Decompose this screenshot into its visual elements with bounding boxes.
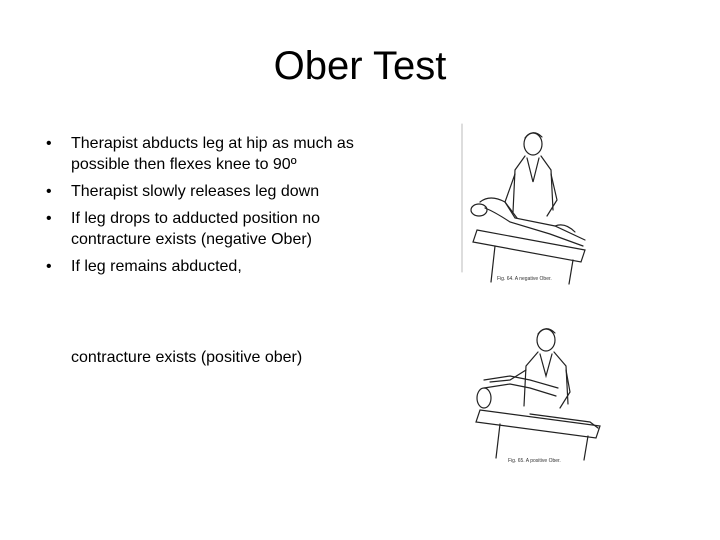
negative-ober-illustration	[455, 122, 605, 292]
bullet-item: • If leg remains abducted,	[46, 258, 242, 275]
figure-caption: Fig. 64. A negative Ober.	[497, 276, 552, 282]
bullet-list	[46, 133, 356, 283]
bullet-item: • If leg drops to adducted position no contracture exists (negative Ober)	[46, 210, 321, 248]
bullet-item: • Therapist slowly releases leg down	[46, 183, 320, 200]
bullet-item: • Therapist abducts leg at hip as much as possible then flexes knee to 90º	[46, 135, 354, 173]
slide-title: Ober Test	[273, 44, 447, 88]
figure-caption: Fig. 65. A positive Ober.	[508, 458, 561, 464]
positive-ober-illustration	[470, 318, 610, 468]
bullet-continuation: contracture exists (positive ober)	[71, 349, 303, 366]
